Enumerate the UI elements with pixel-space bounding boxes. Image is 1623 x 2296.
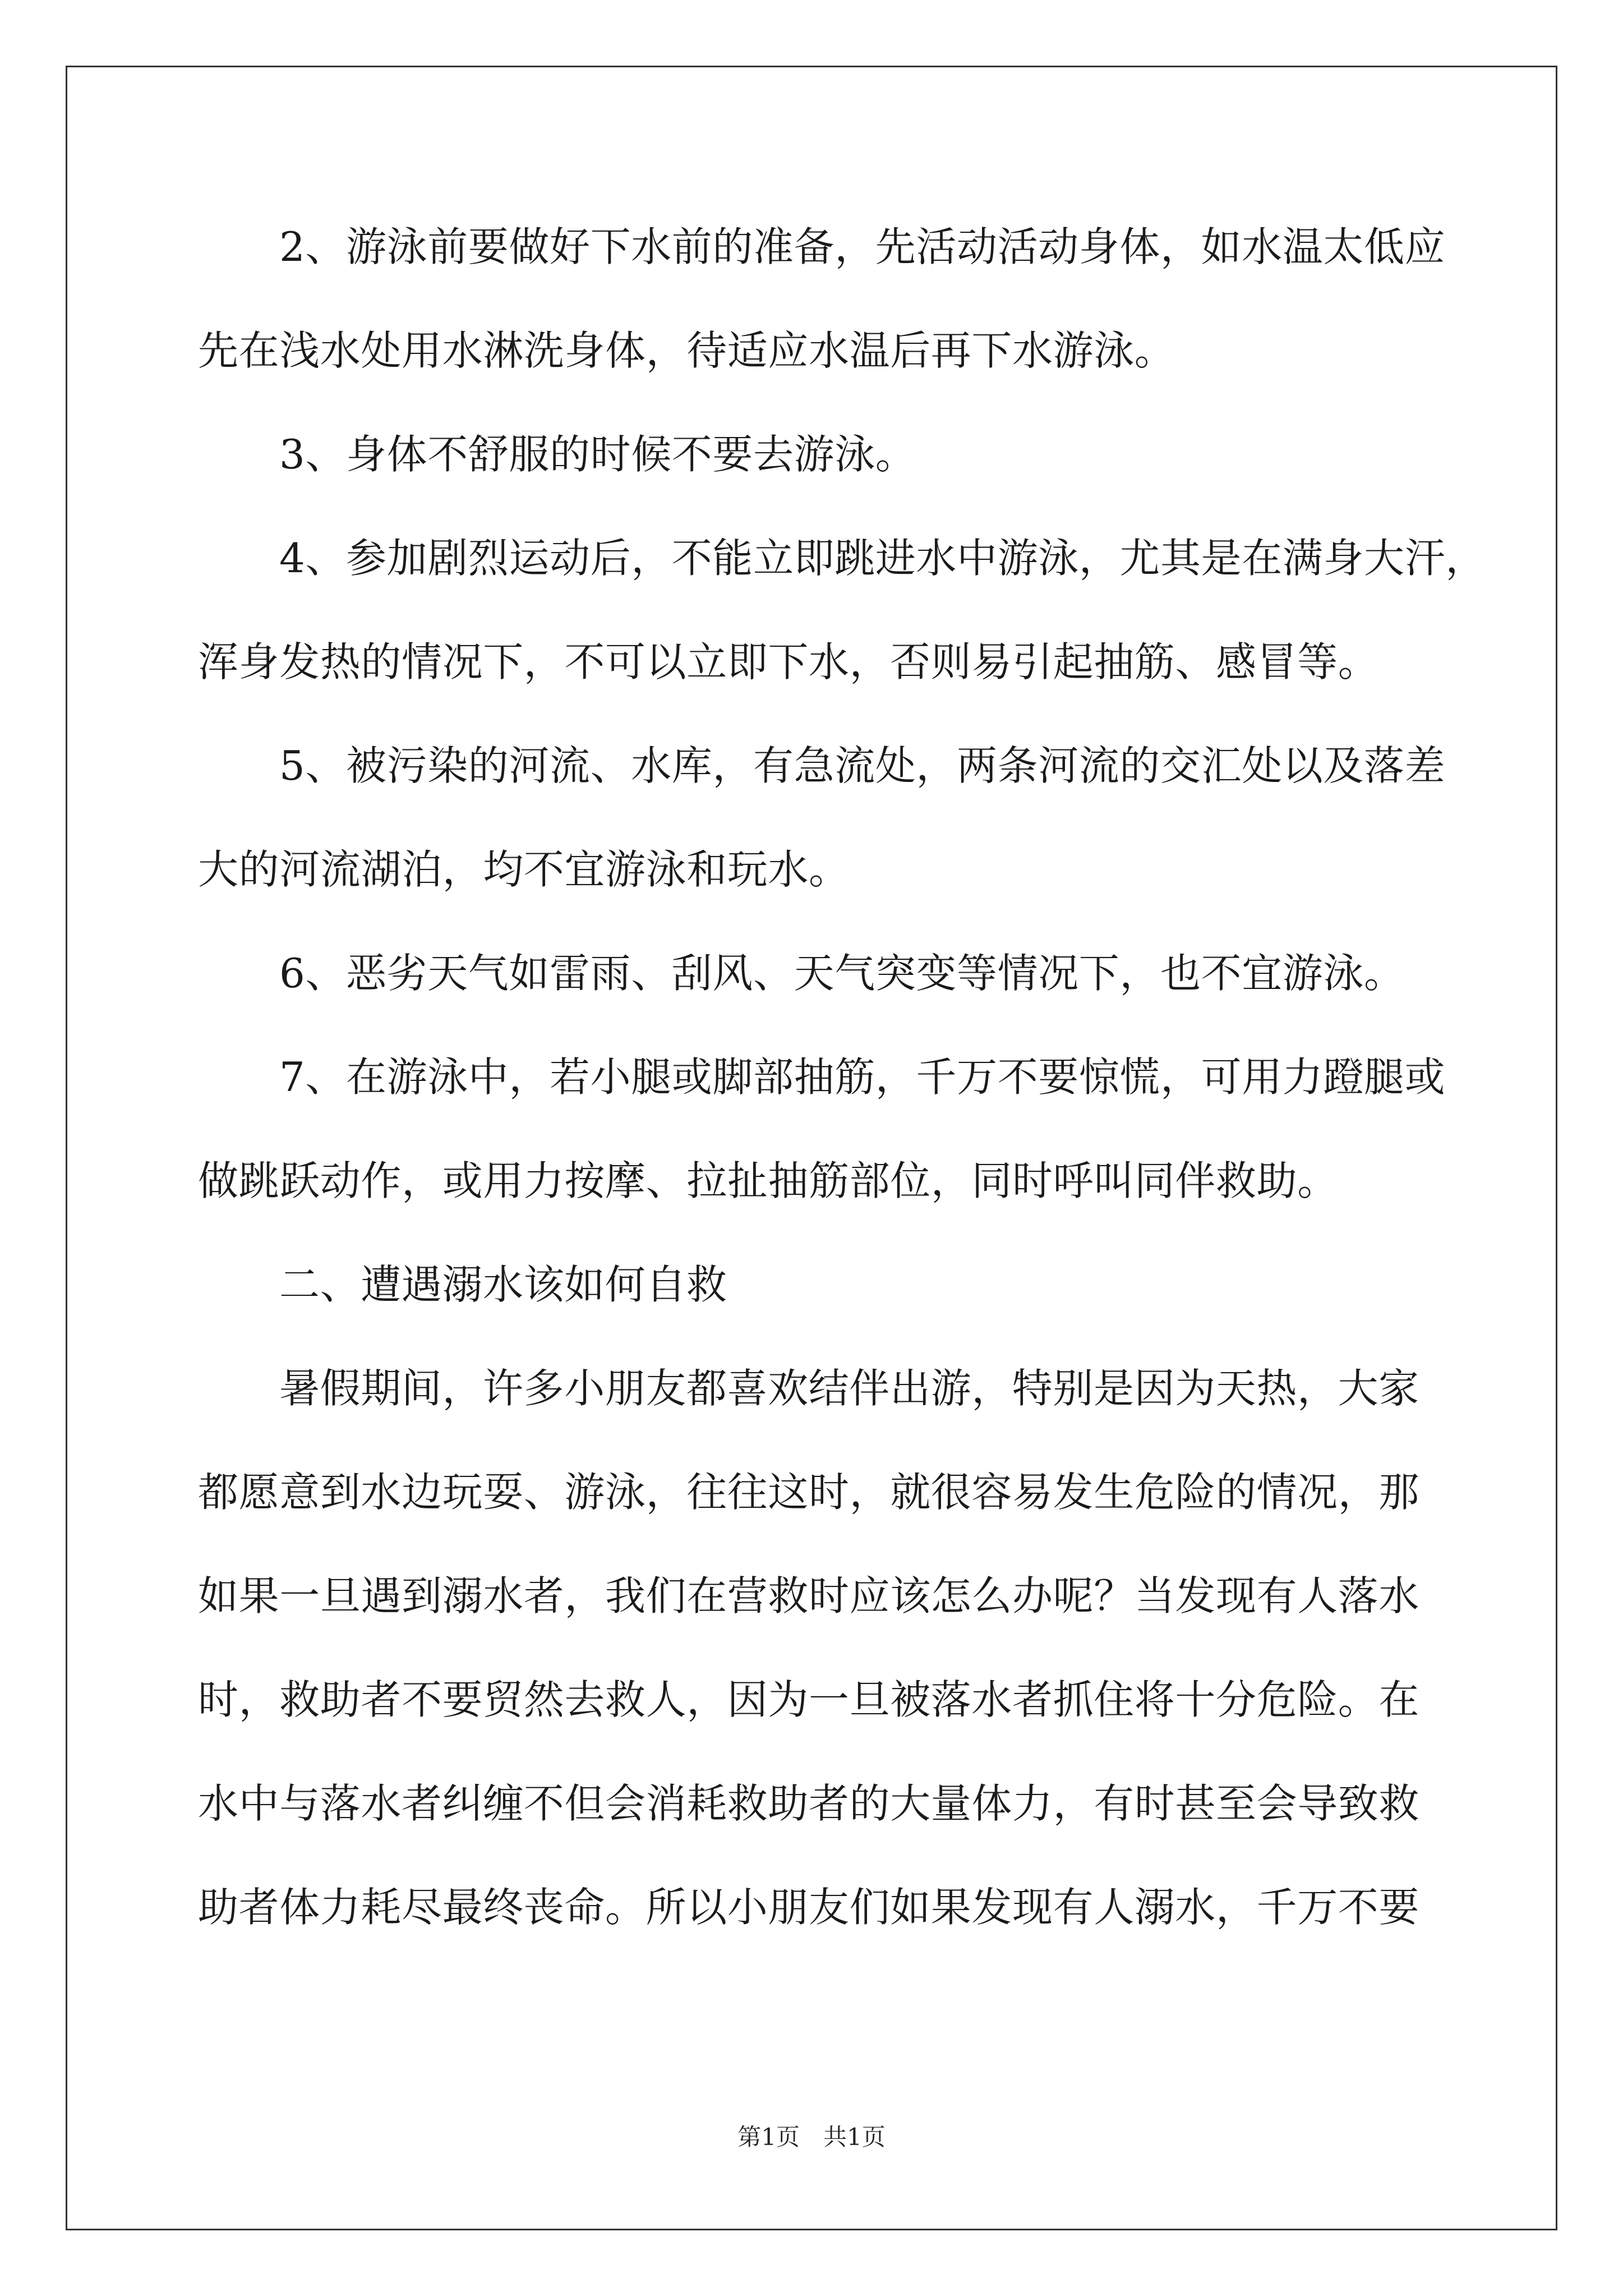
text-line-6: 5、被污染的河流、水库，有急流处，两条河流的交汇处以及落差 bbox=[279, 742, 1446, 789]
text-line-17: 助者体力耗尽最终丧命。所以小朋友们如果发现有人溺水，千万不要 bbox=[198, 1884, 1420, 1931]
text-line-16: 水中与落水者纠缠不但会消耗救助者的大量体力，有时甚至会导致救 bbox=[198, 1780, 1420, 1827]
section-heading: 二、遭遇溺水该如何自救 bbox=[279, 1261, 727, 1308]
text-line-5: 浑身发热的情况下，不可以立即下水，否则易引起抽筋、感冒等。 bbox=[198, 638, 1379, 685]
text-line-7: 大的河流湖泊，均不宜游泳和玩水。 bbox=[198, 846, 850, 893]
text-line-8: 6、恶劣天气如雷雨、刮风、天气突变等情况下，也不宜游泳。 bbox=[279, 950, 1405, 997]
page-number-footer: 第1页 共1页 bbox=[737, 2123, 886, 2151]
text-line-1: 2、游泳前要做好下水前的准备，先活动活动身体，如水温太低应 bbox=[279, 223, 1446, 270]
text-line-12: 暑假期间，许多小朋友都喜欢结伴出游，特别是因为天热，大家 bbox=[279, 1365, 1419, 1412]
text-line-10: 做跳跃动作，或用力按摩、拉扯抽筋部位，同时呼叫同伴救助。 bbox=[198, 1157, 1338, 1204]
text-line-2: 先在浅水处用水淋洗身体，待适应水温后再下水游泳。 bbox=[198, 327, 1175, 374]
document-body bbox=[198, 213, 1486, 1977]
text-line-3: 3、身体不舒服的时候不要去游泳。 bbox=[279, 431, 916, 478]
text-line-4: 4、参加剧烈运动后，不能立即跳进水中游泳，尤其是在满身大汗， bbox=[279, 535, 1486, 582]
text-line-14: 如果一旦遇到溺水者，我们在营救时应该怎么办呢？当发现有人落水 bbox=[198, 1572, 1420, 1619]
text-line-13: 都愿意到水边玩耍、游泳，往往这时，就很容易发生危险的情况，那 bbox=[198, 1469, 1420, 1516]
text-line-9: 7、在游泳中，若小腿或脚部抽筋，千万不要惊慌，可用力蹬腿或 bbox=[279, 1053, 1446, 1101]
text-line-15: 时，救助者不要贸然去救人，因为一旦被落水者抓住将十分危险。在 bbox=[198, 1676, 1420, 1723]
